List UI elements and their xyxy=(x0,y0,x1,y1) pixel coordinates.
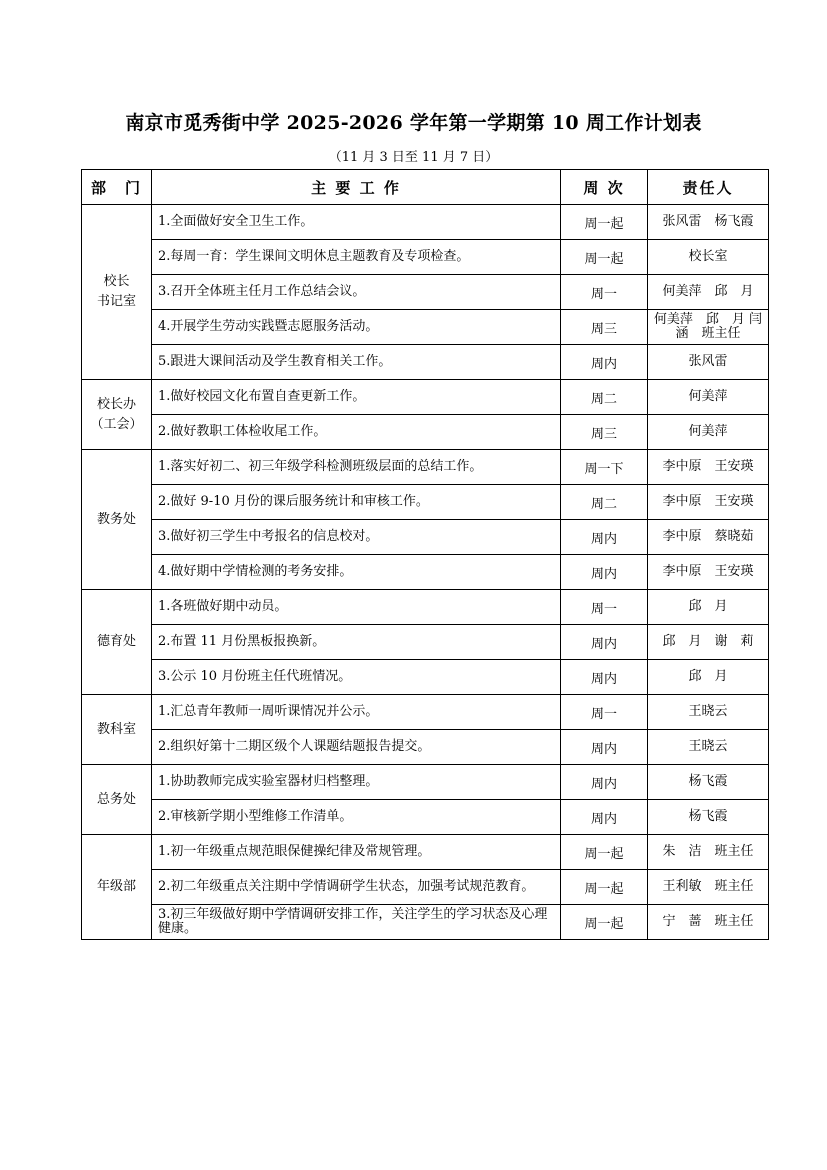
week-cell: 周一 xyxy=(561,695,648,730)
table-row xyxy=(82,695,769,730)
dept-label-line: 教科室 xyxy=(96,721,136,737)
task-cell: 2.组织好第十二期区级个人课题结题报告提交。 xyxy=(152,730,561,765)
person-cell: 何美萍 邱 月 xyxy=(648,275,769,310)
week-cell: 周一 xyxy=(561,590,648,625)
person-cell: 校长室 xyxy=(648,240,769,275)
task-cell: 1.落实好初二、初三年级学科检测班级层面的总结工作。 xyxy=(152,450,561,485)
table-row xyxy=(82,835,769,870)
table-row xyxy=(82,590,769,625)
week-cell: 周内 xyxy=(561,660,648,695)
person-cell: 李中原 王安瑛 xyxy=(648,450,769,485)
task-cell: 1.做好校园文化布置自查更新工作。 xyxy=(152,380,561,415)
task-cell: 3.召开全体班主任月工作总结会议。 xyxy=(152,275,561,310)
person-cell: 朱 洁 班主任 xyxy=(648,835,769,870)
person-cell: 宁 蔷 班主任 xyxy=(648,905,769,940)
task-cell: 1.全面做好安全卫生工作。 xyxy=(152,205,561,240)
table-row xyxy=(82,730,769,765)
table-body xyxy=(82,205,776,940)
header-dept: 部 门 xyxy=(82,170,152,205)
task-cell: 1.初一年级重点规范眼保健操纪律及常规管理。 xyxy=(152,835,561,870)
week-cell: 周一 xyxy=(561,275,648,310)
person-cell: 杨飞霞 xyxy=(648,800,769,835)
task-cell: 2.做好 9-10 月份的课后服务统计和审核工作。 xyxy=(152,485,561,520)
dept-label-line: 教务处 xyxy=(96,511,136,527)
week-cell: 周内 xyxy=(561,765,648,800)
week-cell: 周内 xyxy=(561,345,648,380)
task-cell: 3.公示 10 月份班主任代班情况。 xyxy=(152,660,561,695)
task-cell: 2.初二年级重点关注期中学情调研学生状态，加强考试规范教育。 xyxy=(152,870,561,905)
table-row xyxy=(82,240,769,275)
task-cell: 2.做好教职工体检收尾工作。 xyxy=(152,415,561,450)
document-title: 南京市觅秀街中学 2025-2026 学年第一学期第 10 周工作计划表 xyxy=(125,112,702,134)
dept-label-line: 校长办 xyxy=(96,396,136,412)
task-cell: 1.协助教师完成实验室器材归档整理。 xyxy=(152,765,561,800)
table-row xyxy=(82,485,769,520)
person-cell: 王晓云 xyxy=(648,695,769,730)
table-row xyxy=(82,520,769,555)
header-person: 责任人 xyxy=(648,170,769,205)
task-cell: 2.每周一育：学生课间文明休息主题教育及专项检查。 xyxy=(152,240,561,275)
table-row xyxy=(82,905,769,940)
table-row xyxy=(82,800,769,835)
person-cell: 何美萍 邱 月 闫 涵 班主任 xyxy=(648,310,769,345)
person-cell: 王利敏 班主任 xyxy=(648,870,769,905)
week-cell: 周一下 xyxy=(561,450,648,485)
dept-cell xyxy=(82,695,152,765)
task-cell: 3.初三年级做好期中学情调研安排工作，关注学生的学习状态及心理健康。 xyxy=(152,905,561,940)
week-cell: 周内 xyxy=(561,730,648,765)
table-row xyxy=(82,380,769,415)
person-cell: 李中原 蔡晓茹 xyxy=(648,520,769,555)
week-cell: 周一起 xyxy=(561,205,648,240)
table-row xyxy=(82,205,769,240)
header-week: 周 次 xyxy=(561,170,648,205)
dept-cell xyxy=(82,765,152,835)
table-row xyxy=(82,345,769,380)
week-cell: 周内 xyxy=(561,625,648,660)
task-cell: 5.跟进大课间活动及学生教育相关工作。 xyxy=(152,345,561,380)
person-cell: 张风雷 杨飞霞 xyxy=(648,205,769,240)
date-range: （11 月 3 日至 11 月 7 日） xyxy=(328,150,499,165)
person-cell: 何美萍 xyxy=(648,415,769,450)
dept-label-line: （工会） xyxy=(90,416,143,432)
dept-label-line: 校长 xyxy=(103,274,130,289)
dept-label-line: 年级部 xyxy=(96,879,136,894)
dept-label-line: 书记室 xyxy=(96,294,136,309)
table-header-row xyxy=(82,170,769,205)
dept-cell xyxy=(82,590,152,695)
dept-cell xyxy=(82,380,152,450)
week-cell: 周一起 xyxy=(561,835,648,870)
person-cell: 何美萍 xyxy=(648,380,769,415)
week-cell: 周内 xyxy=(561,520,648,555)
table-row xyxy=(82,625,769,660)
week-cell: 周三 xyxy=(561,415,648,450)
work-plan-table xyxy=(81,169,776,940)
header-task: 主 要 工 作 xyxy=(152,170,561,205)
week-cell: 周三 xyxy=(561,310,648,345)
week-cell: 周内 xyxy=(561,800,648,835)
task-cell: 3.做好初三学生中考报名的信息校对。 xyxy=(152,520,561,555)
table-row xyxy=(82,415,769,450)
person-cell: 邱 月 xyxy=(648,660,769,695)
table-row xyxy=(82,450,769,485)
dept-cell xyxy=(82,205,152,380)
task-cell: 1.汇总青年教师一周听课情况并公示。 xyxy=(152,695,561,730)
person-cell: 李中原 王安瑛 xyxy=(648,485,769,520)
person-cell: 王晓云 xyxy=(648,730,769,765)
task-cell: 2.审核新学期小型维修工作清单。 xyxy=(152,800,561,835)
dept-label-line: 德育处 xyxy=(96,634,136,649)
table-row xyxy=(82,765,769,800)
table-row xyxy=(82,310,769,345)
person-cell: 杨飞霞 xyxy=(648,765,769,800)
task-cell: 2.布置 11 月份黑板报换新。 xyxy=(152,625,561,660)
week-cell: 周一起 xyxy=(561,905,648,940)
week-cell: 周二 xyxy=(561,485,648,520)
dept-cell xyxy=(82,835,152,940)
week-cell: 周一起 xyxy=(561,240,648,275)
task-cell: 4.做好期中学情检测的考务安排。 xyxy=(152,555,561,590)
person-cell: 张风雷 xyxy=(648,345,769,380)
week-cell: 周内 xyxy=(561,555,648,590)
table-row xyxy=(82,870,769,905)
dept-cell xyxy=(82,450,152,590)
person-cell: 邱 月 xyxy=(648,590,769,625)
person-cell: 李中原 王安瑛 xyxy=(648,555,769,590)
table-row xyxy=(82,275,769,310)
week-cell: 周二 xyxy=(561,380,648,415)
task-cell: 4.开展学生劳动实践暨志愿服务活动。 xyxy=(152,310,561,345)
task-cell: 1.各班做好期中动员。 xyxy=(152,590,561,625)
person-cell: 邱 月 谢 莉 xyxy=(648,625,769,660)
week-cell: 周一起 xyxy=(561,870,648,905)
table-row xyxy=(82,660,769,695)
dept-label-line: 总务处 xyxy=(96,791,136,807)
table-row xyxy=(82,555,769,590)
